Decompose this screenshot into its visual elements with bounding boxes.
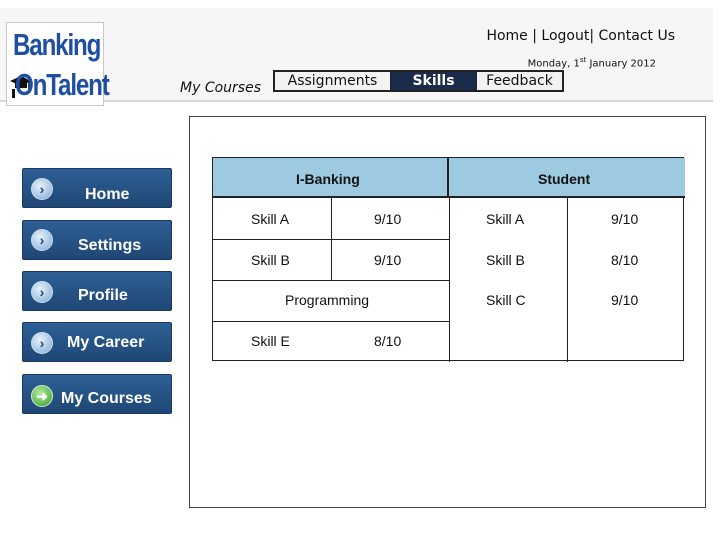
sidebar-item-my-career[interactable] [22, 322, 172, 362]
ibanking-title: I-Banking [296, 171, 360, 187]
row-divider [213, 239, 449, 240]
chevron-right-icon: › [31, 178, 53, 200]
table-cell-score: 9/10 [611, 211, 639, 227]
link-separator: | [589, 28, 595, 44]
skills-table [212, 157, 684, 361]
table-cell-skill: Skill C [486, 292, 526, 308]
table-cell-skill: Skill A [251, 211, 290, 227]
arrow-right-icon: ➜ [31, 385, 53, 407]
table-cell-score: 8/10 [374, 333, 402, 349]
home-link[interactable]: Home [486, 28, 528, 44]
tab-assignments[interactable]: Assignments [275, 72, 391, 90]
chevron-right-icon: › [31, 281, 53, 303]
sidebar-item-my-courses[interactable] [22, 374, 172, 414]
student-header [449, 158, 685, 198]
top-links [486, 28, 675, 44]
row-divider [213, 321, 449, 322]
sidebar-item-label: My Courses [61, 390, 152, 407]
row-divider [213, 280, 449, 281]
sidebar-item-profile[interactable] [22, 271, 172, 311]
date-month-year: January 2012 [586, 58, 656, 70]
tab-my-courses[interactable]: My Courses [180, 80, 261, 96]
table-cell-score: 8/10 [611, 252, 639, 268]
table-cell-score: 9/10 [611, 292, 639, 308]
sidebar-item-label: Profile [78, 287, 128, 304]
date-weekday: Monday, 1 [527, 58, 580, 70]
table-group-label: Programming [285, 292, 370, 308]
table-cell-skill: Skill B [486, 252, 525, 268]
table-cell-skill: Skill A [486, 211, 525, 227]
table-cell-skill: Skill B [251, 252, 290, 268]
sidebar-item-label: My Career [67, 334, 145, 351]
sidebar-item-settings[interactable] [22, 220, 172, 260]
link-separator: | [532, 28, 537, 44]
student-title: Student [538, 171, 591, 187]
sidebar-item-label: Settings [78, 237, 142, 254]
top-tabs [273, 70, 564, 92]
ibanking-header [213, 158, 449, 198]
logout-link[interactable]: Logout [541, 28, 590, 44]
table-cell-score: 9/10 [374, 211, 402, 227]
column-divider [449, 198, 450, 362]
banking-on-talent-logo[interactable] [6, 22, 109, 106]
chevron-right-icon: › [31, 332, 53, 354]
tab-skills[interactable]: Skills [391, 72, 476, 90]
date-suffix: st [579, 56, 587, 64]
sidebar-item-home[interactable] [22, 168, 172, 208]
current-date [528, 56, 656, 69]
logo-text-banking: Banking [13, 27, 101, 62]
column-divider [567, 198, 568, 362]
chevron-right-icon: › [31, 229, 53, 251]
table-cell-skill: Skill E [251, 333, 290, 349]
tab-feedback[interactable]: Feedback [476, 72, 562, 90]
sidebar-item-label: Home [85, 186, 130, 203]
logo-text-ontalent: OnTalent [15, 67, 109, 102]
contact-us-link[interactable]: Contact Us [598, 28, 675, 44]
table-cell-score: 9/10 [374, 252, 402, 268]
